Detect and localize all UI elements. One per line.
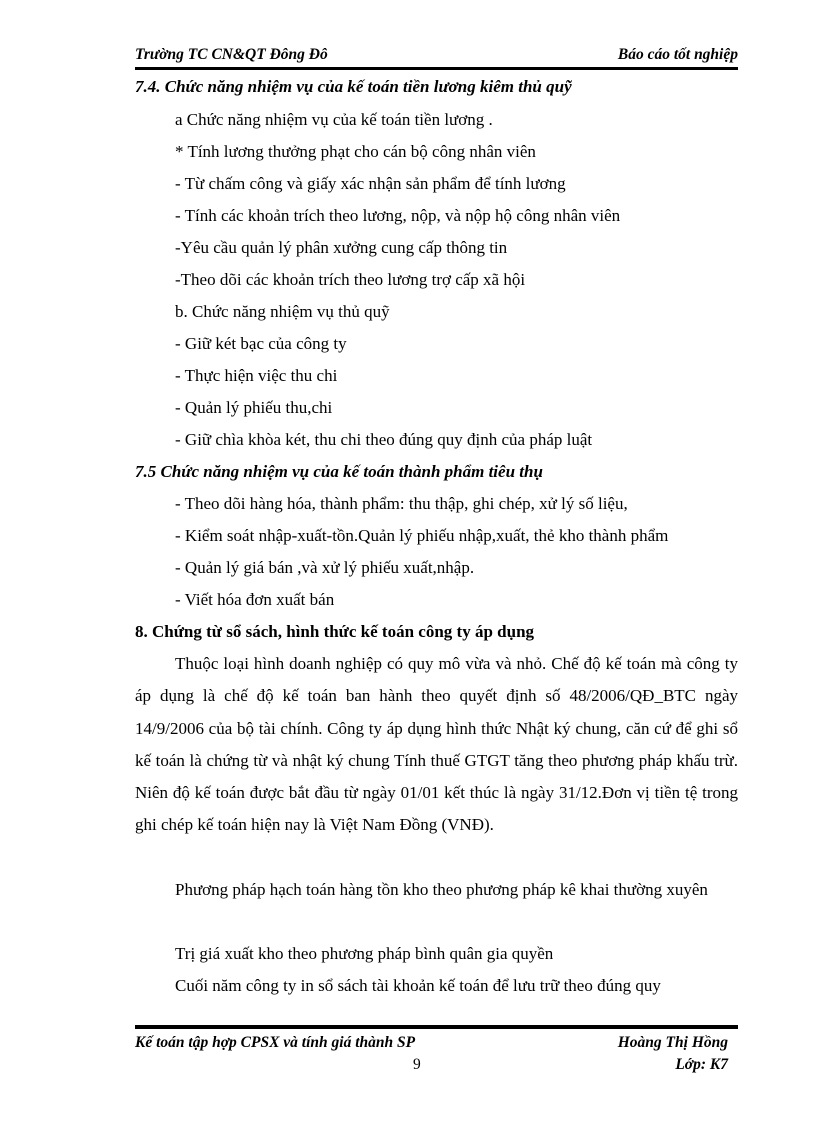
- footer-author: Hoàng Thị Hồng: [617, 1034, 728, 1051]
- list-item: * Tính lương thưởng phạt cho cán bộ công nhân viên: [175, 142, 536, 161]
- paragraph: Cuối năm công ty in sổ sách tài khoản kế toán để lưu trữ theo đúng quy: [175, 976, 661, 995]
- list-item: - Viết hóa đơn xuất bán: [175, 590, 335, 609]
- list-item: - Quản lý giá bán ,và xử lý phiếu xuất,nhập.: [175, 558, 475, 577]
- list-item: a Chức năng nhiệm vụ của kế toán tiền lương .: [175, 110, 493, 129]
- list-item: - Tính các khoản trích theo lương, nộp, và nộp hộ công nhân viên: [175, 206, 621, 225]
- list-item: - Kiểm soát nhập-xuất-tồn.Quản lý phiếu nhập,xuất, thẻ kho thành phẩm: [175, 526, 669, 545]
- page-number: 9: [413, 1056, 421, 1073]
- header-rule: [135, 67, 738, 70]
- list-item: - Quản lý phiếu thu,chi: [175, 398, 333, 417]
- heading-7-5: 7.5 Chức năng nhiệm vụ của kế toán thành phẩm tiêu thụ: [135, 462, 543, 481]
- heading-8: 8. Chứng từ sổ sách, hình thức kế toán công ty áp dụng: [135, 622, 535, 641]
- footer-report-topic: Kế toán tập hợp CPSX và tính giá thành SP: [135, 1034, 416, 1051]
- paragraph: Trị giá xuất kho theo phương pháp bình quân gia quyền: [175, 944, 554, 963]
- list-item: - Từ chấm công và giấy xác nhận sản phẩm để tính lương: [175, 174, 566, 193]
- footer-class: Lớp: K7: [675, 1056, 728, 1073]
- list-item: - Thực hiện việc thu chi: [175, 366, 338, 385]
- list-item: b. Chức năng nhiệm vụ thủ quỹ: [175, 302, 390, 321]
- list-item: - Giữ chìa khòa két, thu chi theo đúng quy định của pháp luật: [175, 430, 593, 449]
- header-school: Trường TC CN&QT Đông Đô: [135, 46, 328, 63]
- list-item: - Theo dõi hàng hóa, thành phẩm: thu thập, ghi chép, xử lý số liệu,: [175, 494, 628, 513]
- list-item: - Giữ két bạc của công ty: [175, 334, 347, 353]
- header-report-title: Báo cáo tốt nghiệp: [617, 46, 738, 63]
- footer-rule: [135, 1025, 738, 1029]
- paragraph: Phương pháp hạch toán hàng tồn kho theo phương pháp kê khai thường xuyên: [175, 880, 708, 899]
- paragraph: Thuộc loại hình doanh nghiệp có quy mô vừa và nhỏ. Chế độ kế toán mà công ty áp dụng là chế độ kế toán ban hành theo quyết định số 48/2006/QĐ_BTC ngày 14/9/2006 của bộ tài chính. Công ty áp dụng hình thức Nhật ký chung, căn cứ để ghi sổ kế toán là chứng từ và nhật ký chung Tính thuế GTGT tăng theo phương pháp khấu trừ. Niên độ kế toán được bắt đầu từ ngày 01/01 kết thúc là ngày 31/12.Đơn vị tiền tệ trong ghi chép kế toán hiện nay là Việt Nam Đồng (VNĐ).: [135, 654, 738, 835]
- list-item: -Theo dõi các khoản trích theo lương trợ cấp xã hội: [175, 270, 526, 289]
- list-item: -Yêu cầu quản lý phân xưởng cung cấp thông tin: [175, 238, 508, 257]
- heading-7-4: 7.4. Chức năng nhiệm vụ của kế toán tiền lương kiêm thủ quỹ: [135, 77, 572, 96]
